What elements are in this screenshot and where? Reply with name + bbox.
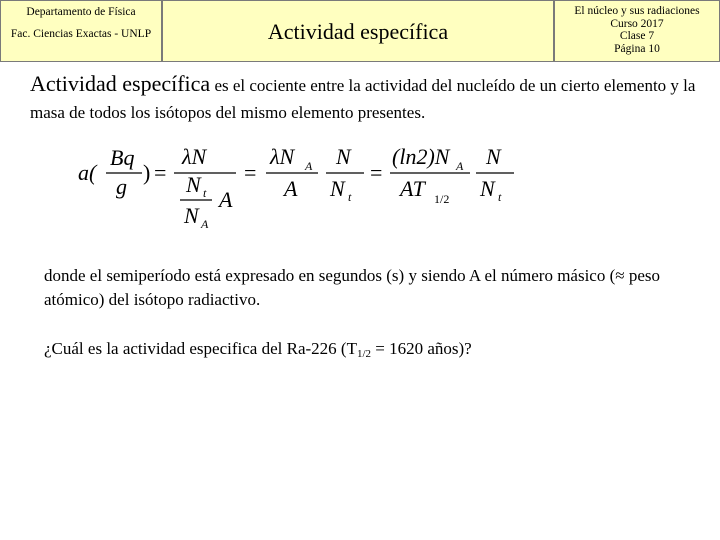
class-number: Clase 7 bbox=[619, 30, 655, 42]
question-text-before: ¿Cuál es la actividad especifica del Ra-226 (T bbox=[44, 339, 357, 358]
faculty-label: Fac. Ciencias Exactas - UNLP bbox=[10, 28, 152, 40]
formula-f2-inner-den-sub: A bbox=[201, 217, 209, 231]
formula-eq-1: = bbox=[154, 160, 167, 185]
formula-f5-num-sub: A bbox=[456, 159, 464, 173]
formula-f2-A: A bbox=[219, 187, 233, 212]
explanation-paragraph: donde el semiperíodo está expresado en segundos (s) y siendo A el número másico (≈ peso atómico) del isótopo radiactivo. bbox=[44, 266, 660, 309]
formula-f1-num: λN bbox=[182, 144, 207, 169]
formula-f6-num: N bbox=[486, 144, 501, 169]
formula-f3-den: A bbox=[284, 176, 298, 201]
header-right-box bbox=[554, 0, 720, 62]
department-label: Departamento de Física bbox=[26, 6, 136, 18]
formula-f6-den-sub: t bbox=[498, 190, 502, 204]
formula-f4-den-sub: t bbox=[348, 190, 352, 204]
page-number: Página 10 bbox=[614, 42, 660, 55]
course-info bbox=[555, 1, 719, 55]
formula-eq-2: = bbox=[244, 160, 257, 185]
formula-eq-3: = bbox=[370, 160, 383, 185]
header-title-box bbox=[162, 0, 554, 62]
formula-f2-inner-num: N bbox=[186, 172, 201, 197]
question-paragraph bbox=[44, 338, 684, 365]
formula-f5-den-sub: 1/2 bbox=[434, 192, 450, 206]
formula-f4-den: N bbox=[330, 176, 345, 201]
definition-text: es el cociente entre la actividad del nucleído de un cierto elemento y la masa de todos los isótopos del mismo elemento presentes. bbox=[30, 76, 696, 122]
formula-lhs-a: a( bbox=[78, 160, 97, 185]
formula-lhs-num: Bq bbox=[110, 145, 135, 170]
question-text-after: = 1620 años)? bbox=[371, 339, 472, 358]
formula-f2-inner-den: N bbox=[184, 203, 199, 228]
formula-f4-num: N bbox=[336, 144, 351, 169]
formula-f2-inner-num-sub: t bbox=[203, 186, 207, 200]
course-year: Curso 2017 bbox=[610, 17, 664, 30]
header-left-box bbox=[0, 0, 162, 62]
formula-f5-den: AT bbox=[400, 176, 425, 201]
formula-f6-den: N bbox=[480, 176, 495, 201]
formula-f3-num-sub: A bbox=[305, 159, 313, 173]
slide-title: Actividad específica bbox=[267, 19, 449, 44]
formula-f3-num: λN bbox=[270, 144, 295, 169]
definition-term: Actividad específica bbox=[30, 71, 211, 96]
definition-paragraph bbox=[30, 70, 700, 126]
formula-f5-num: (ln2)N bbox=[392, 144, 450, 169]
course-title: El núcleo y sus radiaciones bbox=[574, 5, 700, 17]
specific-activity-formula bbox=[76, 140, 536, 240]
formula-lhs-den: g bbox=[116, 174, 127, 199]
formula-lhs-close: ) bbox=[143, 160, 151, 185]
question-subscript: 1/2 bbox=[356, 348, 372, 360]
